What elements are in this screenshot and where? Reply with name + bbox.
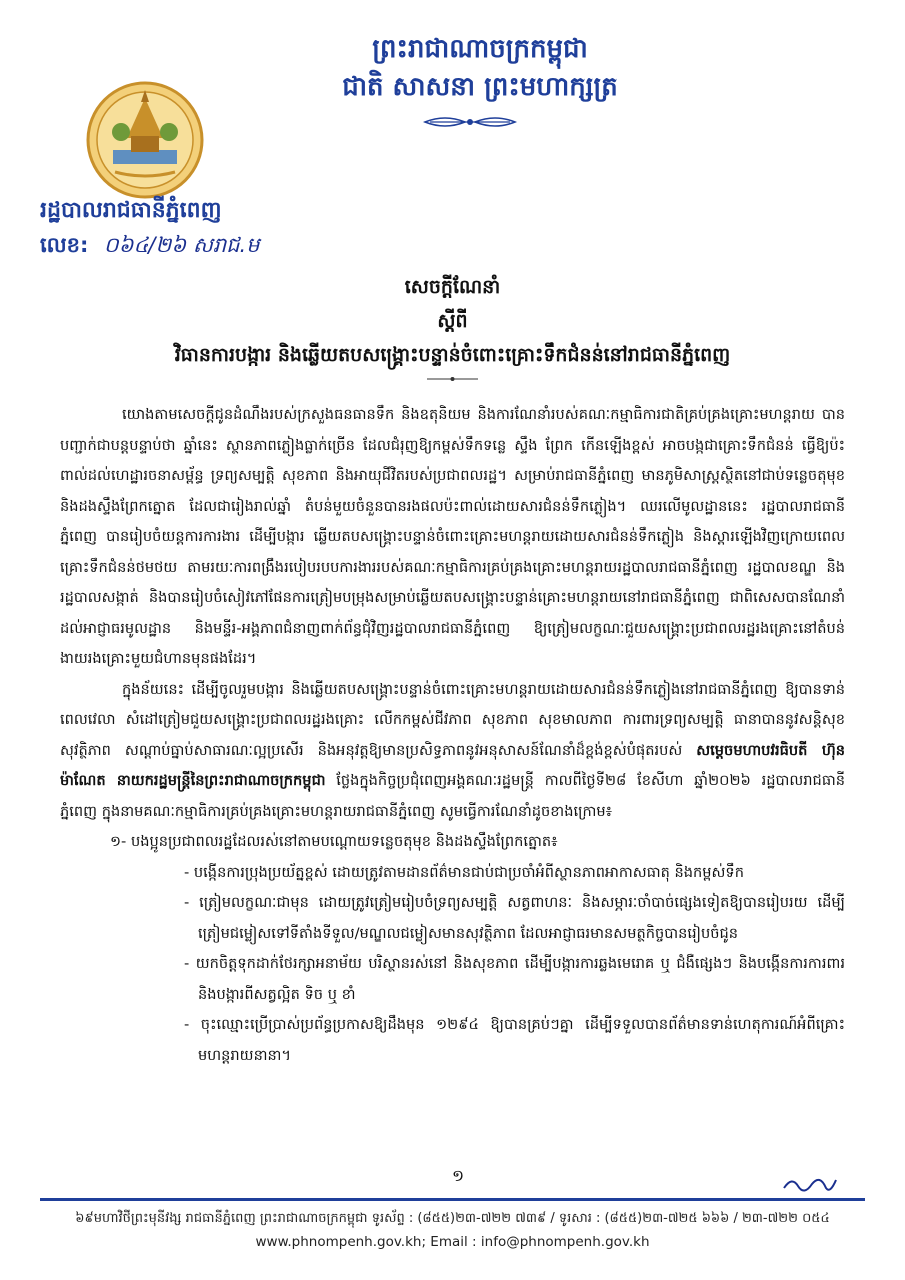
paragraph-instruction [60,675,845,828]
national-motto: ជាតិ សាសនា ព្រះមហាក្សត្រ [342,72,618,102]
prime-minister-title: សម្តេចមហាបវរធិបតី ហ៊ុន ម៉ាណែត នាយករដ្ឋមន្ត្រីនៃព្រះរាជាណាចក្រកម្ពុជា [60,741,846,789]
phnom-penh-seal-icon [85,80,205,200]
instruction-bullet: - បង្កើនការប្រុងប្រយ័ត្នខ្ពស់ ដោយត្រូវតាមដានព័ត៌មានជាប់ជាប្រចាំអំពីស្ថានភាពអាកាសធាតុ និងកម្ពស់ទឹក [184,863,744,881]
reference-number [40,232,259,263]
kingdom-name: ព្រះរាជាណាចក្រកម្ពុជា [372,34,588,64]
document-body [60,400,845,1071]
instruction-bullet: - ត្រៀមលក្ខណៈជាមុន ដោយត្រូវត្រៀមរៀបចំទ្រព្យសម្បត្តិ សត្វពាហនៈ និងសម្ភារៈចាំបាច់ផ្សេងទៀតឱ្យបានរៀបរយ ដើម្បីត្រៀមជម្លៀសទៅទីតាំងទីទួល/មណ្ឌលជម្លៀសមានសុវត្ថិភាព ដែលអាជ្ញាធរមានសមត្ថកិច្ចបានរៀបចំជូន [184,894,845,942]
title-subject: វិធានការបង្ការ និងឆ្លើយតបសង្គ្រោះបន្ទាន់ចំពោះគ្រោះទឹកជំនន់នៅរាជធានីភ្នំពេញ [174,344,731,366]
handwritten-initial-icon [780,1170,840,1198]
instruction-bullet: - យកចិត្តទុកដាក់ថែរក្សាអនាម័យ បរិស្ថានរស់នៅ និងសុខភាព ដើម្បីបង្ការការឆ្លងមេរោគ ឬ ជំងឺផ្សេងៗ និងបង្កើនការការពារ និងបង្ការពីសត្វល្អិត ទិច ឬ ខាំ [184,955,845,1003]
paragraph-instruction-text: ក្នុងន័យនេះ ដើម្បីចូលរួមបង្ការ និងឆ្លើយតបសង្គ្រោះបន្ទាន់ចំពោះគ្រោះមហន្តរាយដោយសារជំនន់ទឹកភ្លៀងនៅរាជធានីភ្នំពេញ ឱ្យបានទាន់ពេលវេលា សំដៅត្រៀមជួយសង្គ្រោះប្រជាពលរដ្ឋរងគ្រោះ លើកកម្ពស់ជីវភាព សុខភាព សុខមាលភាព ការពារទ្រព្យសម្បត្តិ ធានាបាននូវសន្តិសុខ សុវត្ថិភាព សណ្តាប់ធ្នាប់សាធារណៈល្អប្រសើរ និងអនុវត្តឱ្យមានប្រសិទ្ធភាពនូវអនុសាសន៍ណែនាំដ៏ខ្ពង់ខ្ពស់បំផុតរបស់ [60,680,845,759]
footer-divider [40,1198,865,1201]
page-number: ១ [452,1166,465,1185]
title-divider-icon [425,374,480,384]
issuing-authority: រដ្ឋបាលរាជធានីភ្នំពេញ [40,198,222,223]
title-about: ស្តីពី [437,310,468,332]
document-title [60,270,845,372]
instruction-item-1: ១- បងប្អូនប្រជាពលរដ្ឋដែលរស់នៅតាមបណ្តោយទន្លេចតុមុខ និងដងស្ទឹងព្រែកត្នោត៖ [110,833,558,850]
reference-label: លេខ: [40,233,89,257]
reference-value: ០៦៤/២៦ សរាជ.ម [103,233,260,257]
paragraph-intro: យោងតាមសេចក្តីជូនដំណឹងរបស់ក្រសួងធនធានទឹក និងឧតុនិយម និងការណែនាំរបស់គណៈកម្មាធិការជាតិគ្រប់គ្រងគ្រោះមហន្តរាយ បានបញ្ជាក់ជាបន្តបន្ទាប់ថា ឆ្នាំនេះ ស្ថានភាពភ្លៀងធ្លាក់ច្រើន ដែលជំរុញឱ្យកម្ពស់ទឹកទន្លេ ស្ទឹង ព្រែក កើនឡើងខ្ពស់ អាចបង្កជាគ្រោះទឹកជំនន់ ធ្វើឱ្យប៉ះពាល់ដល់ហេដ្ឋារចនាសម្ព័ន្ធ ទ្រព្យសម្បត្តិ សុខភាព និងអាយុជីវិតរបស់ប្រជាពលរដ្ឋ។ សម្រាប់រាជធានីភ្នំពេញ មានភូមិសាស្ត្រស្ថិតនៅជាប់ទន្លេចតុមុខ និងដងស្ទឹងព្រែកត្នោត ដែលជារៀងរាល់ឆ្នាំ តំបន់មួយចំនួនបានរងផលប៉ះពាល់ដោយសារជំនន់ទឹកភ្លៀង។ ឈរលើមូលដ្ឋាននេះ រដ្ឋបាលរាជធានីភ្នំពេញ បានរៀបចំយន្តការការងារ ដើម្បីបង្ការ ឆ្លើយតបសង្គ្រោះបន្ទាន់ចំពោះគ្រោះមហន្តរាយដោយសារជំនន់ទឹកភ្លៀង និងស្តារឡើងវិញក្រោយពេលគ្រោះទឹកជំនន់ថមថយ តាមរយៈការពង្រឹងរបៀបរបបការងាររបស់គណៈកម្មាធិការគ្រប់គ្រងគ្រោះមហន្តរាយរដ្ឋបាលរាជធានីភ្នំពេញ រដ្ឋបាលខណ្ឌ និងរដ្ឋបាលសង្កាត់ និងបានរៀបចំសៀវភៅផែនការត្រៀមបម្រុងសម្រាប់ឆ្លើយតបសង្គ្រោះបន្ទាន់គ្រោះមហន្តរាយនៅរាជធានីភ្នំពេញ ជាពិសេសបានណែនាំដល់អាជ្ញាធរមូលដ្ឋាន និងមន្ទីរ-អង្គភាពជំនាញពាក់ព័ន្ធជុំវិញរដ្ឋបាលរាជធានីភ្នំពេញ ឱ្យត្រៀមលក្ខណៈជួយសង្គ្រោះប្រជាពលរដ្ឋរងគ្រោះនៅតំបន់ងាយរងគ្រោះមួយជំហានមុនផងដែរ។ [60,406,845,667]
footer-contact: www.phnompenh.gov.kh; Email : info@phnompenh.gov.kh [255,1234,650,1250]
instruction-bullet: - ចុះឈ្មោះប្រើប្រាស់ប្រព័ន្ធប្រកាសឱ្យដឹងមុន ១២៩៤ ឱ្យបានគ្រប់ៗគ្នា ដើម្បីទទួលបានព័ត៌មានទាន់ហេតុការណ៍អំពីគ្រោះមហន្តរាយនានា។ [184,1016,845,1064]
letterhead [300,30,660,106]
footer-address: ៦៩មហាវិថីព្រះមុនីវង្ស រាជធានីភ្នំពេញ ព្រះរាជាណាចក្រកម្ពុជា ទូរស័ព្ទ : (៨៥៥)២៣-៧២២ ៧៣៩ / ទូរសារ : (៨៥៥)២៣-៧២៥ ៦៦៦ / ២៣-៧២២ ០៥៤ [75,1211,830,1226]
paragraph-instruction-text-end: ថ្លែងក្នុងកិច្ចប្រជុំពេញអង្គគណៈរដ្ឋមន្ត្រី កាលពីថ្ងៃទី២៨ ខែសីហា ឆ្នាំ២០២៦ រដ្ឋបាលរាជធានីភ្នំពេញ ក្នុងនាមគណៈកម្មាធិការគ្រប់គ្រងគ្រោះមហន្តរាយរាជធានីភ្នំពេញ សូមធ្វើការណែនាំដូចខាងក្រោម៖ [60,772,845,820]
title-type: សេចក្តីណែនាំ [404,276,501,298]
ornament-divider-icon [420,112,520,132]
